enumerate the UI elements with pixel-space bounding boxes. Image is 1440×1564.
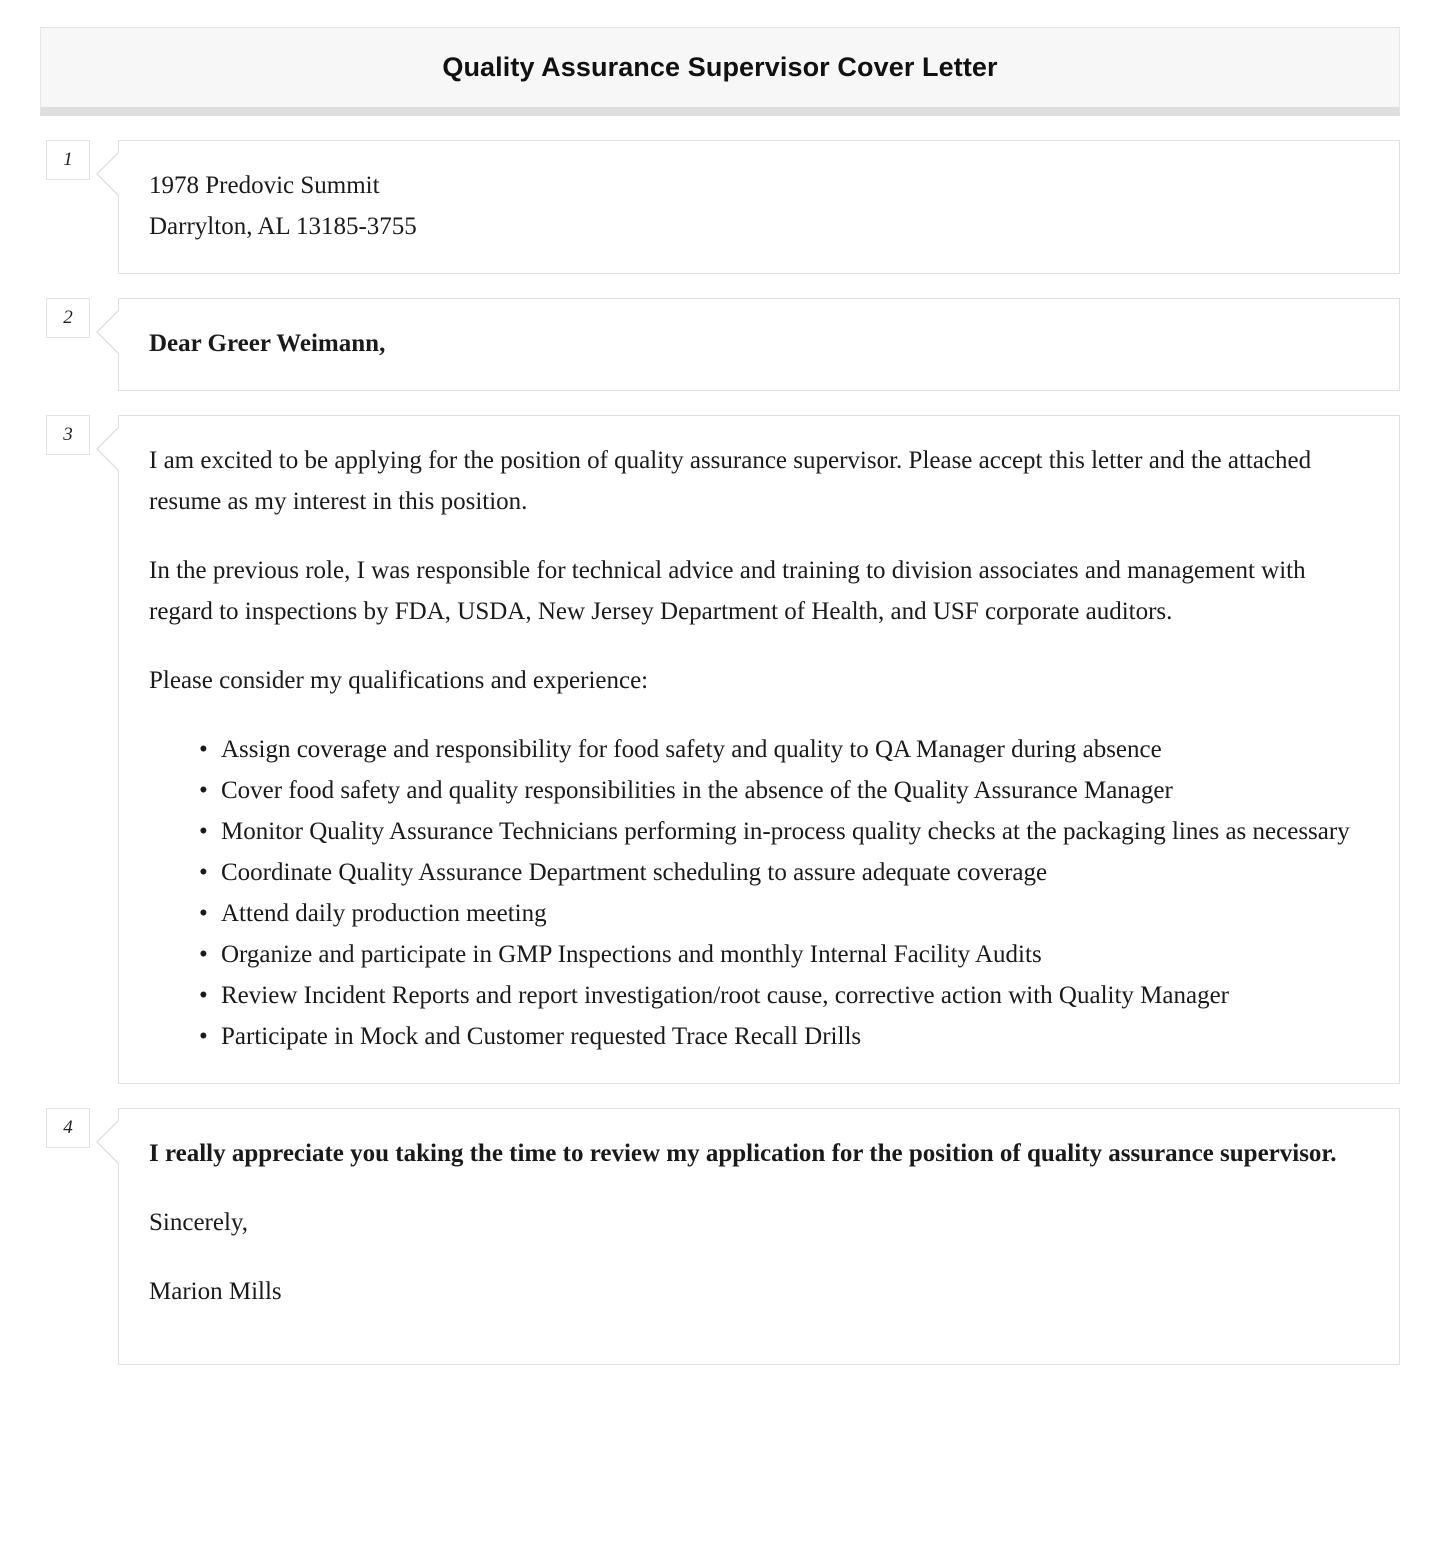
qualifications-list (149, 729, 1373, 1057)
body-paragraph-1: I am excited to be applying for the position of quality assurance supervisor. Please accept this letter and the attached resume as my interest in this position. (149, 447, 1312, 516)
closing-thank-you: I really appreciate you taking the time to review my application for the position of quality assurance supervisor. (149, 1140, 1337, 1168)
list-item: • Coordinate Quality Assurance Department scheduling to assure adequate coverage (199, 852, 1373, 893)
section-letter-body (40, 391, 1400, 1084)
address-line-1: 1978 Predovic Summit (149, 172, 380, 200)
sign-off-text: Sincerely, (149, 1209, 249, 1237)
list-item: • Organize and participate in GMP Inspections and monthly Internal Facility Audits (199, 934, 1373, 975)
section-sender-address (40, 116, 1400, 274)
signature-name: Marion Mills (149, 1278, 282, 1306)
sender-address-box[interactable] (118, 140, 1400, 274)
section-number-badge-3: 3 (46, 415, 90, 455)
section-closing (40, 1084, 1400, 1365)
page-title: Quality Assurance Supervisor Cover Letter (442, 52, 998, 82)
body-paragraph-2: In the previous role, I was responsible for technical advice and training to division associates and management with regard to inspections by FDA, USDA, New Jersey Department of Health, and USF corporate auditors. (149, 557, 1306, 626)
closing-box[interactable] (118, 1108, 1400, 1365)
section-number-badge-1: 1 (46, 140, 90, 180)
letter-sections (0, 116, 1440, 1365)
list-item: • Attend daily production meeting (199, 893, 1373, 934)
section-number-badge-4: 4 (46, 1108, 90, 1148)
list-item: • Participate in Mock and Customer requested Trace Recall Drills (199, 1016, 1373, 1057)
closing-spacer (149, 1312, 1373, 1338)
document-header (40, 27, 1400, 116)
body-paragraph-3: Please consider my qualifications and experience: (149, 667, 649, 695)
list-item: • Review Incident Reports and report investigation/root cause, corrective action with Quality Manager (199, 975, 1373, 1016)
section-number-badge-2: 2 (46, 298, 90, 338)
cover-letter-page (0, 27, 1440, 1365)
list-item: • Monitor Quality Assurance Technicians performing in-process quality checks at the packaging lines as necessary (199, 811, 1373, 852)
address-line-2: Darrylton, AL 13185-3755 (149, 213, 417, 241)
list-item: • Cover food safety and quality responsibilities in the absence of the Quality Assurance Manager (199, 770, 1373, 811)
salutation-text: Dear Greer Weimann, (149, 330, 386, 358)
section-salutation (40, 274, 1400, 391)
list-item: • Assign coverage and responsibility for food safety and quality to QA Manager during absence (199, 729, 1373, 770)
salutation-box[interactable] (118, 298, 1400, 391)
letter-body-box[interactable] (118, 415, 1400, 1084)
